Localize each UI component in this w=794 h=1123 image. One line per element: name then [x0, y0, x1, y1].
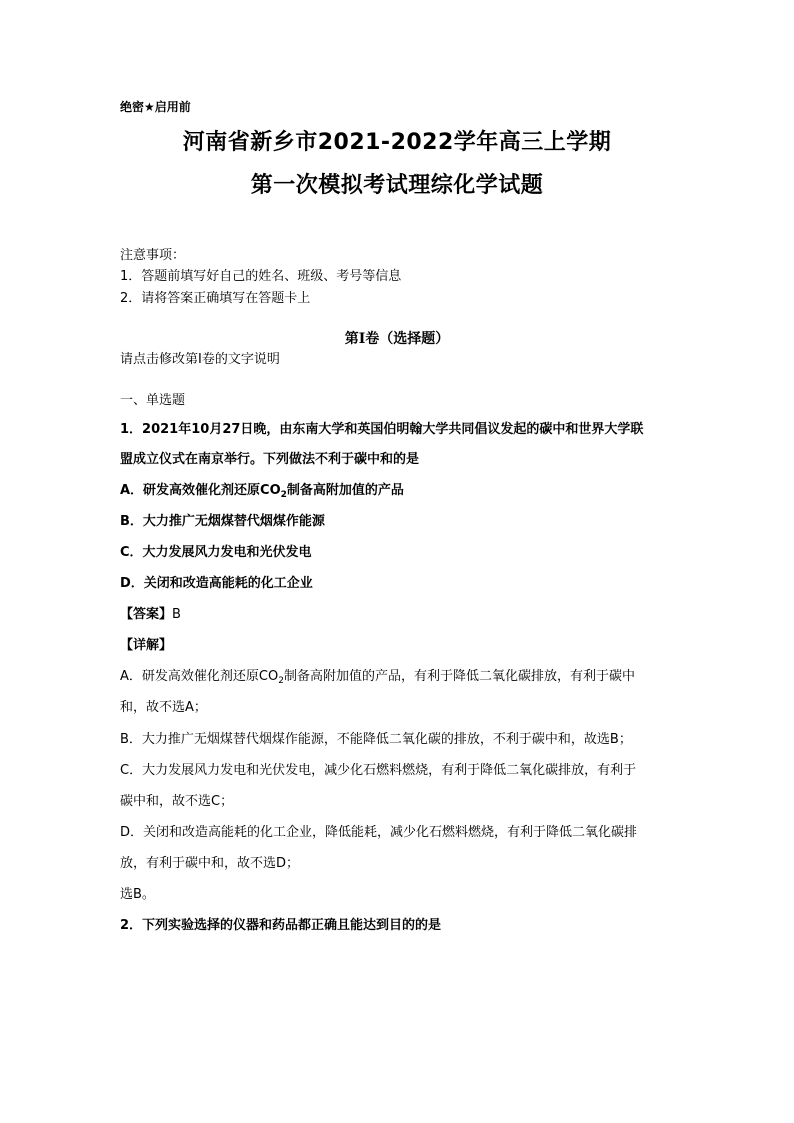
q2-stem: 2．下列实验选择的仪器和药品都正确且能达到目的的是 [120, 918, 442, 933]
section-hint: 请点击修改第I卷的文字说明 [120, 352, 280, 367]
title-line-2: 第一次模拟考试理综化学试题 [250, 173, 544, 198]
q1-detail-c-line-1: C．大力发展风力发电和光伏发电，减少化石燃料燃烧，有利于降低二氧化碳排放，有利于 [120, 763, 637, 778]
q1-answer [120, 603, 181, 622]
q1-detail-a-line-1 [120, 665, 635, 686]
q1-detail-d-line-1: D．关闭和改造高能耗的化工企业，降低能耗，减少化石燃料燃烧，有利于降低二氧化碳排 [120, 825, 638, 840]
q1-stem-line-2: 盟成立仪式在南京举行。下列做法不利于碳中和的是 [120, 452, 420, 467]
q1-option-c: C．大力发展风力发电和光伏发电 [120, 545, 312, 560]
notice-heading: 注意事项： [120, 248, 186, 263]
q1-stem-line-1: 1．2021年10月27日晚，由东南大学和英国伯明翰大学共同倡议发起的碳中和世界大学联 [120, 422, 644, 437]
q1-option-a-post: 制备高附加值的产品 [286, 483, 404, 498]
q1-detail-a-post: 制备高附加值的产品，有利于降低二氧化碳排放，有利于碳中 [283, 669, 635, 684]
q1-answer-label: 【答案】 [120, 607, 173, 622]
section-title: 第I卷（选择题） [344, 331, 450, 347]
title-line-1: 河南省新乡市2021-2022学年高三上学期 [182, 130, 612, 155]
secret-mark: 绝密★启用前 [120, 100, 191, 114]
q1-detail-c-line-2: 碳中和，故不选C； [120, 794, 234, 809]
q1-detail-label: 【详解】 [120, 638, 173, 653]
q1-detail-a-pre: A．研发高效催化剂还原CO [120, 669, 279, 684]
notice-item-1: 1．答题前填写好自己的姓名、班级、考号等信息 [120, 269, 402, 284]
q1-option-d: D．关闭和改造高能耗的化工企业 [120, 576, 313, 591]
q1-option-b: B．大力推广无烟煤替代烟煤作能源 [120, 514, 325, 529]
q1-detail-d-line-2: 放，有利于碳中和，故不选D； [120, 856, 300, 871]
notice-item-2: 2．请将答案正确填写在答题卡上 [120, 291, 311, 306]
q1-detail-b: B．大力推广无烟煤替代烟煤作能源，不能降低二氧化碳的排放，不利于碳中和，故选B； [120, 732, 632, 747]
q1-conclusion: 选B。 [120, 887, 155, 902]
q1-option-a-pre: A．研发高效催化剂还原CO [120, 483, 281, 498]
part-label: 一、单选题 [120, 393, 186, 408]
q1-answer-value: B [172, 607, 181, 622]
q1-detail-a-sub: 2 [278, 676, 284, 686]
q1-option-a-sub: 2 [280, 490, 287, 500]
q1-detail-a-line-2: 和，故不选A； [120, 700, 207, 715]
q1-option-a [120, 479, 404, 500]
